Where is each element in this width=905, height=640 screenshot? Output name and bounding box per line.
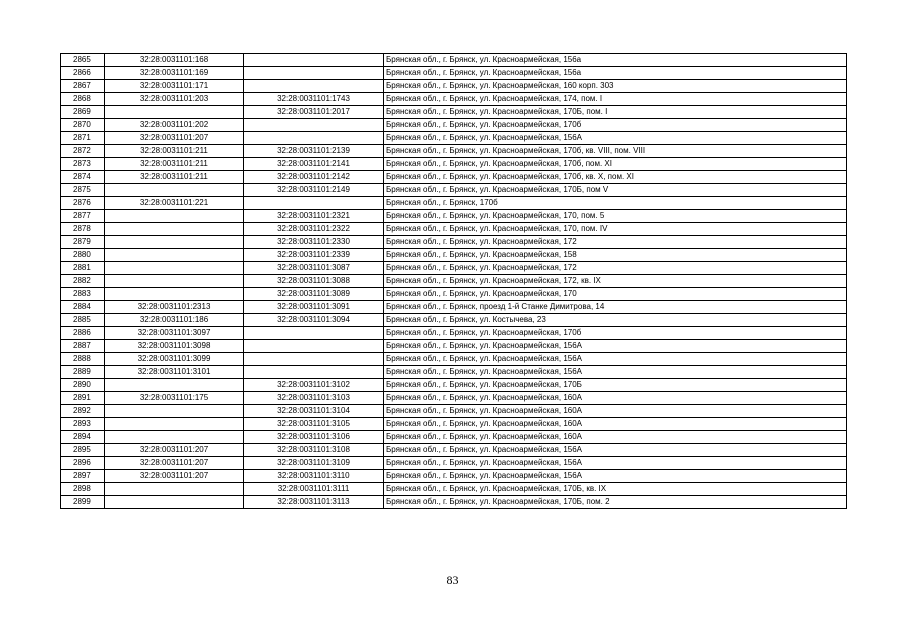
row-number-cell: 2882 (61, 275, 105, 288)
table-row (61, 184, 847, 197)
table-row (61, 444, 847, 457)
address-cell: Брянская обл., г. Брянск, ул. Костычева, 23 (384, 314, 847, 327)
premises-number-cell (244, 353, 384, 366)
row-number-cell: 2869 (61, 106, 105, 119)
cadastral-number-cell (105, 249, 244, 262)
row-number-cell: 2876 (61, 197, 105, 210)
address-cell: Брянская обл., г. Брянск, ул. Красноармейская, 170б (384, 119, 847, 132)
address-cell: Брянская обл., г. Брянск, ул. Красноармейская, 170Б (384, 379, 847, 392)
premises-number-cell: 32:28:0031101:3108 (244, 444, 384, 457)
row-number-cell: 2873 (61, 158, 105, 171)
row-number-cell: 2865 (61, 54, 105, 67)
address-cell: Брянская обл., г. Брянск, ул. Красноармейская, 160А (384, 418, 847, 431)
row-number-cell: 2874 (61, 171, 105, 184)
address-cell: Брянская обл., г. Брянск, ул. Красноармейская, 170, пом. IV (384, 223, 847, 236)
cadastral-number-cell: 32:28:0031101:207 (105, 444, 244, 457)
address-cell: Брянская обл., г. Брянск, ул. Красноармейская, 156А (384, 340, 847, 353)
row-number-cell: 2872 (61, 145, 105, 158)
cadastral-number-cell: 32:28:0031101:207 (105, 132, 244, 145)
cadastral-number-cell: 32:28:0031101:211 (105, 145, 244, 158)
table-row (61, 483, 847, 496)
table-row (61, 262, 847, 275)
cadastral-number-cell (105, 210, 244, 223)
table-row (61, 392, 847, 405)
cadastral-number-cell (105, 288, 244, 301)
address-cell: Брянская обл., г. Брянск, ул. Красноармейская, 170б, кв. VIII, пом. VIII (384, 145, 847, 158)
row-number-cell: 2875 (61, 184, 105, 197)
cadastral-number-cell (105, 496, 244, 509)
table-row (61, 327, 847, 340)
address-cell: Брянская обл., г. Брянск, ул. Красноармейская, 170Б, пом. 2 (384, 496, 847, 509)
premises-number-cell: 32:28:0031101:2139 (244, 145, 384, 158)
row-number-cell: 2871 (61, 132, 105, 145)
table-row (61, 288, 847, 301)
address-cell: Брянская обл., г. Брянск, ул. Красноармейская, 156А (384, 366, 847, 379)
cadastral-number-cell: 32:28:0031101:186 (105, 314, 244, 327)
row-number-cell: 2868 (61, 93, 105, 106)
premises-number-cell: 32:28:0031101:3105 (244, 418, 384, 431)
premises-number-cell: 32:28:0031101:3102 (244, 379, 384, 392)
premises-number-cell: 32:28:0031101:2322 (244, 223, 384, 236)
address-cell: Брянская обл., г. Брянск, ул. Красноармейская, 156А (384, 353, 847, 366)
cadastral-number-cell: 32:28:0031101:175 (105, 392, 244, 405)
table-row (61, 431, 847, 444)
address-cell: Брянская обл., г. Брянск, ул. Красноармейская, 160А (384, 392, 847, 405)
address-cell: Брянская обл., г. Брянск, ул. Красноармейская, 170, пом. 5 (384, 210, 847, 223)
cadastral-number-cell: 32:28:0031101:207 (105, 457, 244, 470)
premises-number-cell: 32:28:0031101:3106 (244, 431, 384, 444)
row-number-cell: 2870 (61, 119, 105, 132)
cadastral-number-cell: 32:28:0031101:3101 (105, 366, 244, 379)
premises-number-cell: 32:28:0031101:1743 (244, 93, 384, 106)
premises-number-cell (244, 340, 384, 353)
cadastral-number-cell: 32:28:0031101:168 (105, 54, 244, 67)
table-row (61, 223, 847, 236)
cadastral-number-cell (105, 275, 244, 288)
table-row (61, 145, 847, 158)
address-cell: Брянская обл., г. Брянск, ул. Красноармейская, 160 корп. 303 (384, 80, 847, 93)
row-number-cell: 2886 (61, 327, 105, 340)
table-row (61, 496, 847, 509)
premises-number-cell (244, 54, 384, 67)
premises-number-cell: 32:28:0031101:3091 (244, 301, 384, 314)
address-cell: Брянская обл., г. Брянск, ул. Красноармейская, 156а (384, 54, 847, 67)
row-number-cell: 2894 (61, 431, 105, 444)
table-body (61, 54, 847, 509)
row-number-cell: 2880 (61, 249, 105, 262)
cadastral-number-cell (105, 262, 244, 275)
cadastral-number-cell: 32:28:0031101:203 (105, 93, 244, 106)
cadastral-number-cell: 32:28:0031101:221 (105, 197, 244, 210)
cadastral-number-cell: 32:28:0031101:169 (105, 67, 244, 80)
table-row (61, 67, 847, 80)
cadastral-number-cell: 32:28:0031101:211 (105, 171, 244, 184)
premises-number-cell (244, 67, 384, 80)
row-number-cell: 2878 (61, 223, 105, 236)
cadastral-number-cell (105, 483, 244, 496)
property-register-table (60, 53, 847, 509)
table-row (61, 457, 847, 470)
premises-number-cell: 32:28:0031101:3109 (244, 457, 384, 470)
address-cell: Брянская обл., г. Брянск, ул. Красноармейская, 170Б, кв. IX (384, 483, 847, 496)
premises-number-cell (244, 132, 384, 145)
address-cell: Брянская обл., г. Брянск, ул. Красноармейская, 170б (384, 327, 847, 340)
address-cell: Брянская обл., г. Брянск, ул. Красноармейская, 156А (384, 457, 847, 470)
cadastral-number-cell: 32:28:0031101:2313 (105, 301, 244, 314)
address-cell: Брянская обл., г. Брянск, ул. Красноармейская, 156А (384, 444, 847, 457)
cadastral-number-cell: 32:28:0031101:171 (105, 80, 244, 93)
row-number-cell: 2877 (61, 210, 105, 223)
table-row (61, 353, 847, 366)
premises-number-cell: 32:28:0031101:3094 (244, 314, 384, 327)
row-number-cell: 2892 (61, 405, 105, 418)
table-row (61, 171, 847, 184)
premises-number-cell (244, 327, 384, 340)
row-number-cell: 2889 (61, 366, 105, 379)
table-row (61, 106, 847, 119)
cadastral-number-cell: 32:28:0031101:202 (105, 119, 244, 132)
cadastral-number-cell (105, 431, 244, 444)
page-number: 83 (446, 573, 459, 587)
table-row (61, 314, 847, 327)
table-row (61, 340, 847, 353)
table-row (61, 210, 847, 223)
premises-number-cell: 32:28:0031101:3088 (244, 275, 384, 288)
cadastral-number-cell (105, 184, 244, 197)
cadastral-number-cell: 32:28:0031101:3098 (105, 340, 244, 353)
address-cell: Брянская обл., г. Брянск, ул. Красноармейская, 160А (384, 405, 847, 418)
table-row (61, 405, 847, 418)
table-row (61, 158, 847, 171)
row-number-cell: 2893 (61, 418, 105, 431)
row-number-cell: 2897 (61, 470, 105, 483)
premises-number-cell (244, 197, 384, 210)
premises-number-cell: 32:28:0031101:2141 (244, 158, 384, 171)
cadastral-number-cell: 32:28:0031101:211 (105, 158, 244, 171)
premises-number-cell: 32:28:0031101:3113 (244, 496, 384, 509)
address-cell: Брянская обл., г. Брянск, ул. Красноармейская, 170Б, пом. I (384, 106, 847, 119)
row-number-cell: 2883 (61, 288, 105, 301)
premises-number-cell: 32:28:0031101:2339 (244, 249, 384, 262)
premises-number-cell: 32:28:0031101:2330 (244, 236, 384, 249)
row-number-cell: 2899 (61, 496, 105, 509)
row-number-cell: 2884 (61, 301, 105, 314)
cadastral-number-cell (105, 379, 244, 392)
table-row (61, 132, 847, 145)
address-cell: Брянская обл., г. Брянск, ул. Красноармейская, 172 (384, 236, 847, 249)
address-cell: Брянская обл., г. Брянск, проезд 1-й Станке Димитрова, 14 (384, 301, 847, 314)
premises-number-cell (244, 80, 384, 93)
address-cell: Брянская обл., г. Брянск, ул. Красноармейская, 160А (384, 431, 847, 444)
premises-number-cell: 32:28:0031101:3089 (244, 288, 384, 301)
row-number-cell: 2887 (61, 340, 105, 353)
address-cell: Брянская обл., г. Брянск, ул. Красноармейская, 156А (384, 470, 847, 483)
address-cell: Брянская обл., г. Брянск, ул. Красноармейская, 170 (384, 288, 847, 301)
table-row (61, 54, 847, 67)
row-number-cell: 2867 (61, 80, 105, 93)
row-number-cell: 2888 (61, 353, 105, 366)
cadastral-number-cell: 32:28:0031101:3097 (105, 327, 244, 340)
premises-number-cell (244, 366, 384, 379)
address-cell: Брянская обл., г. Брянск, ул. Красноармейская, 172, кв. IX (384, 275, 847, 288)
cadastral-number-cell (105, 223, 244, 236)
premises-number-cell: 32:28:0031101:3103 (244, 392, 384, 405)
row-number-cell: 2866 (61, 67, 105, 80)
premises-number-cell: 32:28:0031101:3104 (244, 405, 384, 418)
table-row (61, 418, 847, 431)
table-row (61, 236, 847, 249)
premises-number-cell: 32:28:0031101:2142 (244, 171, 384, 184)
row-number-cell: 2891 (61, 392, 105, 405)
table-row (61, 119, 847, 132)
address-cell: Брянская обл., г. Брянск, ул. Красноармейская, 170б, пом. XI (384, 158, 847, 171)
address-cell: Брянская обл., г. Брянск, ул. Красноармейская, 170б, кв. X, пом. XI (384, 171, 847, 184)
table-row (61, 197, 847, 210)
address-cell: Брянская обл., г. Брянск, ул. Красноармейская, 174, пом. I (384, 93, 847, 106)
address-cell: Брянская обл., г. Брянск, ул. Красноармейская, 170Б, пом V (384, 184, 847, 197)
table-row (61, 379, 847, 392)
row-number-cell: 2881 (61, 262, 105, 275)
premises-number-cell: 32:28:0031101:3110 (244, 470, 384, 483)
row-number-cell: 2896 (61, 457, 105, 470)
premises-number-cell: 32:28:0031101:2321 (244, 210, 384, 223)
row-number-cell: 2898 (61, 483, 105, 496)
table-row (61, 366, 847, 379)
premises-number-cell: 32:28:0031101:2017 (244, 106, 384, 119)
cadastral-number-cell (105, 106, 244, 119)
address-cell: Брянская обл., г. Брянск, ул. Красноармейская, 156А (384, 132, 847, 145)
cadastral-number-cell (105, 405, 244, 418)
row-number-cell: 2885 (61, 314, 105, 327)
address-cell: Брянская обл., г. Брянск, ул. Красноармейская, 156а (384, 67, 847, 80)
premises-number-cell: 32:28:0031101:3087 (244, 262, 384, 275)
premises-number-cell (244, 119, 384, 132)
premises-number-cell: 32:28:0031101:3111 (244, 483, 384, 496)
row-number-cell: 2890 (61, 379, 105, 392)
row-number-cell: 2879 (61, 236, 105, 249)
cadastral-number-cell: 32:28:0031101:207 (105, 470, 244, 483)
address-cell: Брянская обл., г. Брянск, 170б (384, 197, 847, 210)
cadastral-number-cell (105, 236, 244, 249)
table-row (61, 249, 847, 262)
address-cell: Брянская обл., г. Брянск, ул. Красноармейская, 172 (384, 262, 847, 275)
table-row (61, 93, 847, 106)
cadastral-number-cell: 32:28:0031101:3099 (105, 353, 244, 366)
address-cell: Брянская обл., г. Брянск, ул. Красноармейская, 158 (384, 249, 847, 262)
cadastral-number-cell (105, 418, 244, 431)
table-row (61, 470, 847, 483)
table-row (61, 301, 847, 314)
table-row (61, 275, 847, 288)
row-number-cell: 2895 (61, 444, 105, 457)
premises-number-cell: 32:28:0031101:2149 (244, 184, 384, 197)
table-row (61, 80, 847, 93)
